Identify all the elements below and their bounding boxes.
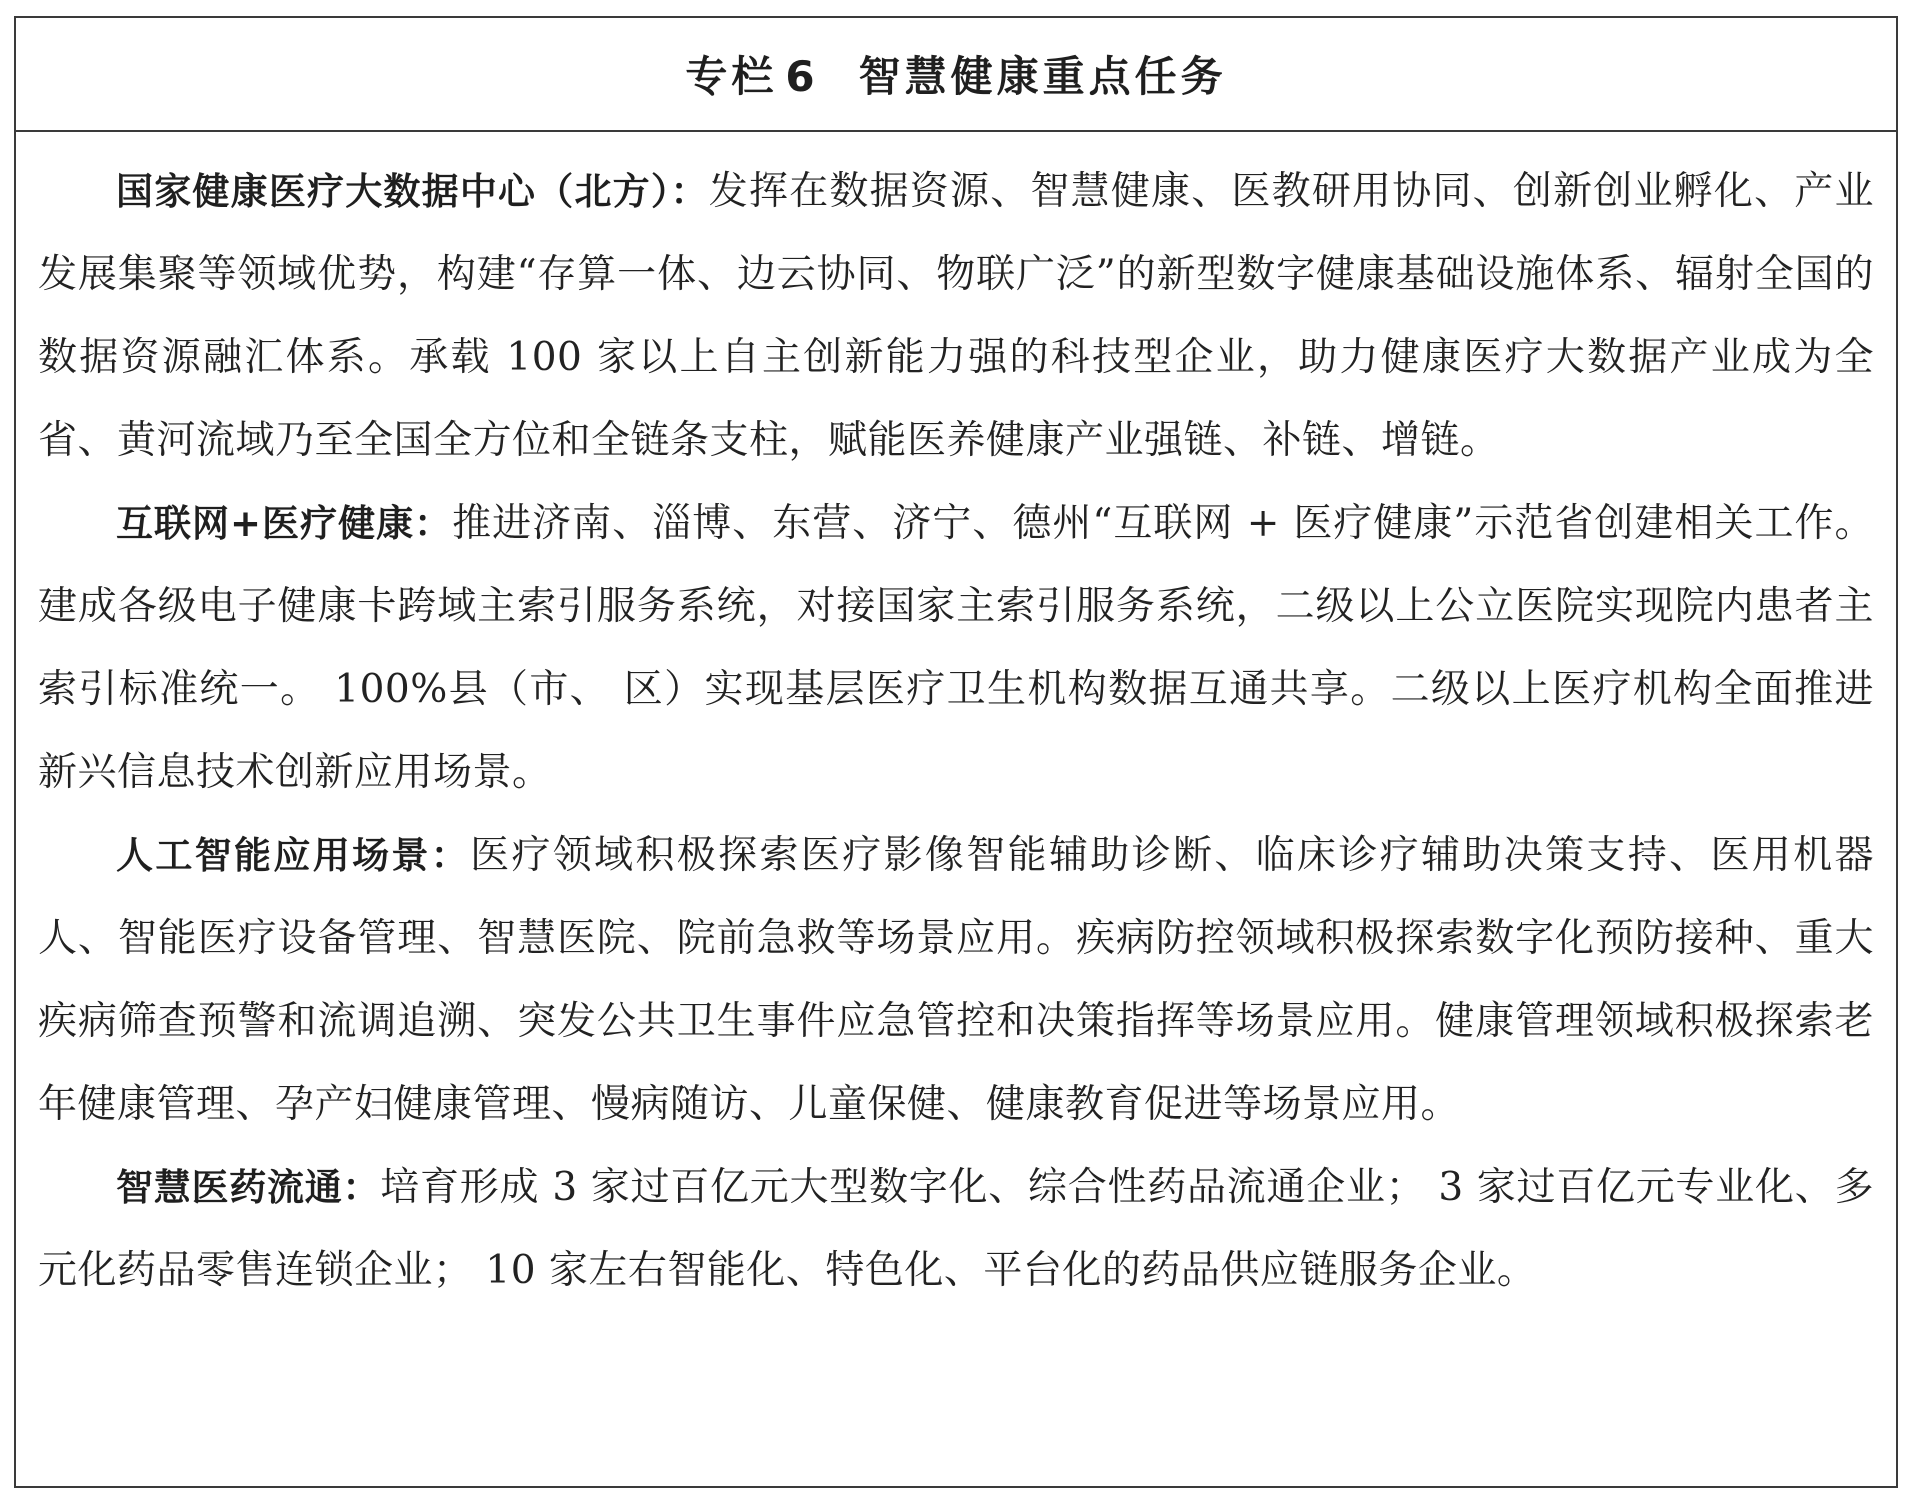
task-heading: 智慧医药流通： (116, 1166, 381, 1209)
task-heading: 国家健康医疗大数据中心（北方）： (116, 170, 709, 213)
task-item-big-data-center (38, 150, 1874, 482)
task-body: 培育形成 3 家过百亿元大型数字化、综合性药品流通企业； 3 家过百亿元专业化、多元化药品零售连锁企业； 10 家左右智能化、特色化、平台化的药品供应链服务企业。 (38, 1165, 1874, 1293)
task-body: 推进济南、淄博、东营、济宁、德州“互联网 + 医疗健康”示范省创建相关工作。建成各级电子健康卡跨域主索引服务系统，对接国家主索引服务系统，二级以上公立医院实现院内患者主索引标准统一。 100%县（市、 区）实现基层医疗卫生机构数据互通共享。二级以上医疗机构全面推进新兴信息技术创新应用场景。 (38, 501, 1874, 795)
task-heading: 人工智能应用场景： (116, 834, 471, 877)
task-item-smart-pharma-distribution (38, 1146, 1874, 1312)
task-body: 医疗领域积极探索医疗影像智能辅助诊断、临床诊疗辅助决策支持、医用机器人、智能医疗设备管理、智慧医院、院前急救等场景应用。疾病防控领域积极探索数字化预防接种、重大疾病筛查预警和流调追溯、突发公共卫生事件应急管控和决策指挥等场景应用。健康管理领域积极探索老年健康管理、孕产妇健康管理、慢病随访、儿童保健、健康教育促进等场景应用。 (38, 833, 1874, 1127)
task-item-ai-scenarios (38, 814, 1874, 1146)
task-body: 发挥在数据资源、智慧健康、医教研用协同、创新创业孵化、产业发展集聚等领域优势，构建“存算一体、边云协同、物联广泛”的新型数字健康基础设施体系、辐射全国的数据资源融汇体系。承载 100 家以上自主创新能力强的科技型企业，助力健康医疗大数据产业成为全省、黄河流域乃至全国全方位和全链条支柱，赋能医养健康产业强链、补链、增链。 (38, 169, 1874, 463)
box-body (16, 132, 1896, 1312)
box-header (16, 18, 1896, 132)
task-heading: 互联网+医疗健康： (116, 502, 453, 545)
box-title-text: 智慧健康重点任务 (858, 52, 1227, 101)
task-item-internet-healthcare (38, 482, 1874, 814)
special-column-box (14, 16, 1898, 1488)
box-title-prefix: 专栏 (685, 52, 778, 101)
box-title (685, 44, 1226, 104)
box-title-number: 6 (785, 52, 819, 101)
